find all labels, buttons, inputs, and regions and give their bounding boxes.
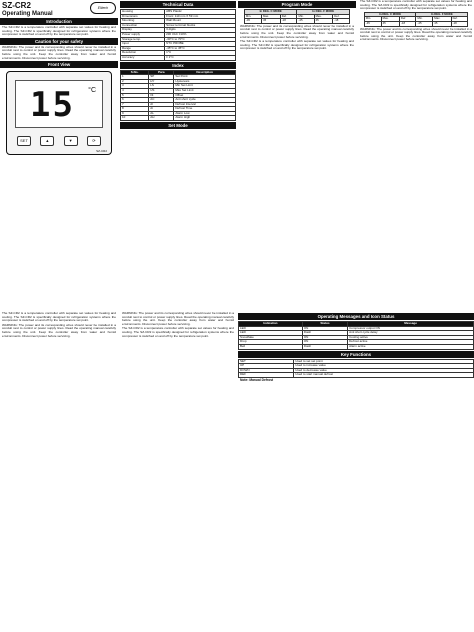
parameter-range-table: [244, 9, 350, 24]
caution-text: WARNING: The power and its corresponding wires should never be installed in a conduit next to control or power supply lines. Read the operating manual carefully before using the unit. Keep the controller away from water and humid environments. Disconnect power before servicing.: [2, 44, 116, 60]
column-3: [238, 0, 356, 310]
table-row: 7 dI Defrost Interval: [121, 102, 236, 107]
display-screen: [15, 80, 103, 128]
table-row: Bell Flash Alarm active: [239, 344, 474, 349]
table-row: Min. Max. Def. Min. Max. Def.: [364, 17, 467, 22]
table-header-row: In DEG. C MODE In DEG. F MODE: [244, 10, 349, 15]
table-row: 10 AH Alarm High: [121, 116, 236, 121]
display-unit: °C: [88, 87, 96, 95]
keypad: [17, 136, 101, 146]
table-row: DOWN Used to decrease value: [239, 368, 474, 373]
bottom-text-2: WARNING: The power and its corresponding wires should never be installed in a conduit next to control or power supply lines. Read the operating manual carefully before using the unit. Keep the controller away from water and humid environments. Disconnect power before servicing.: [2, 322, 116, 338]
table-row: Drop ON Defrost active: [239, 340, 474, 345]
brand-logo: Elitech: [90, 2, 116, 14]
table-row: 9 AL Alarm Low: [121, 111, 236, 116]
operating-messages-table: [238, 321, 474, 350]
bottom-column-3: [238, 312, 474, 632]
table-row: 5 Ot Offset: [121, 93, 236, 98]
operating-messages-heading: Operating Messages and Icon Status: [238, 313, 474, 320]
key-functions-heading: Key Functions: [238, 351, 474, 358]
program-mode-heading: Program Mode: [238, 1, 356, 8]
model-title: SZ-CR2: [2, 1, 31, 10]
bottom-column-1: [0, 312, 118, 632]
table-row: Display 3 digits: [121, 28, 236, 33]
table-row: -45 45 -18 -45 45 -18: [244, 19, 349, 24]
key-functions-table: [238, 359, 474, 378]
table-row: Input NTC PROBE: [121, 42, 236, 47]
column-2: [120, 0, 236, 310]
table-row: 1 SP Set Point: [121, 75, 236, 80]
table-row: 3 LS Min Set Limit: [121, 84, 236, 89]
controller-front-view: [6, 71, 112, 155]
bottom-text-4: The SZ-CR2 is a temperature controller with separate set values for heating and cooling. The SZ-CR2 is specifically designed for refrigeration systems where the compressor is switched on and off by the temperature set point.: [122, 326, 234, 338]
technical-data-table: [120, 9, 236, 61]
down-key[interactable]: ▼: [64, 136, 78, 146]
table-header-row: In DEG. C MODE In DEG. F MODE: [364, 12, 467, 17]
table-row: Range -45°C to 45°C: [121, 46, 236, 51]
table-header-row: S.No. Para Description: [121, 70, 236, 75]
table-header-row: Indication Status Message: [239, 322, 474, 327]
table-row: -45 45 -18 -45 45 -18: [364, 21, 467, 26]
table-row: Snowflake ON Cooling active: [239, 335, 474, 340]
column-4: [358, 0, 474, 310]
index-table: [120, 70, 236, 122]
table-row: 2 HY Hysteresis: [121, 79, 236, 84]
front-view-heading: Front View: [0, 61, 118, 68]
table-row: 8 dt Defrost Time: [121, 107, 236, 112]
column-1: [0, 0, 118, 310]
note-text: Note: Manual Defrost: [240, 377, 274, 382]
table-row: LED Flash Anti short cycle delay: [239, 331, 474, 336]
bottom-text-1: The SZ-CR2 is a temperature controller with separate set values for heating and cooling. The SZ-CR2 is specifically designed for refrigeration systems where the compressor is switched on and off by the temperature set point.: [2, 312, 116, 323]
table-row: Power supply 230 VAC ±10%: [121, 32, 236, 37]
table-row: Connection Screw terminal blocks: [121, 23, 236, 28]
table-row: Resolution 1°C: [121, 51, 236, 56]
set-mode-heading: Set Mode: [120, 122, 236, 129]
introduction-heading: Introduction: [0, 18, 118, 25]
up-key[interactable]: ▲: [40, 136, 54, 146]
bottom-text-3: WARNING: The power and its corresponding wires should never be installed in a conduit next to control or power supply lines. Read the operating manual carefully before using the unit. Keep the controller away from water and humid environments. Disconnect power before servicing.: [122, 312, 234, 326]
manual-subtitle: Operating Manual: [2, 11, 53, 17]
bottom-column-2: [120, 312, 236, 632]
program-mode-text: WARNING: The power and its corresponding wires should never be installed in a conduit next to control or power supply lines. Read the operating manual carefully before using the unit. Keep the controller away from water and humid environments. Disconnect power before servicing.: [240, 23, 354, 39]
set-key[interactable]: SET: [17, 136, 31, 146]
table-row: 4 US Max Set Limit: [121, 88, 236, 93]
introduction-text: The SZ-CR2 is a temperature controller with separate set values for heating and cooling. The SZ-CR2 is specifically designed for refrigeration systems where the compressor is switched on and off by the temperature set point.: [2, 25, 116, 37]
table-row: 6 AC Anti short cycle: [121, 98, 236, 103]
table-row: UP Used to increase value: [239, 364, 474, 369]
table-row: Housing ABS Plastic: [121, 10, 236, 15]
index-heading: Index: [120, 62, 236, 69]
display-digits: 15: [30, 85, 75, 126]
table-row: Mounting Wall Mount: [121, 19, 236, 24]
table-row: Dimensions Front: 110 mm X 59 mm: [121, 14, 236, 19]
column-4-text: The SZ-CR2 is a temperature controller with separate set values for heating and cooling. The SZ-CR2 is specifically designed for refrigeration systems where the compressor is switched on and off by the temperature set point.: [360, 0, 472, 11]
parameter-range-table-2: [364, 12, 468, 27]
technical-data-heading: Technical Data: [120, 1, 236, 8]
device-label: SZ-CR2: [96, 149, 107, 154]
table-row: Accuracy ± 1°C: [121, 55, 236, 60]
table-row: LED ON Compressor output ON: [239, 326, 474, 331]
program-mode-text-2: The SZ-CR2 is a temperature controller with separate set values for heating and cooling. The SZ-CR2 is specifically designed for refrigeration systems where the compressor is switched on and off by the temperature set point.: [240, 39, 354, 51]
table-row: Min. Max. Def. Min. Max. Def.: [244, 14, 349, 19]
table-row: Storage temp. -30°C to 70°C: [121, 37, 236, 42]
column-4-text-2: WARNING: The power and its corresponding wires should never be installed in a conduit next to control or power supply lines. Read the operating manual carefully before using the unit. Keep the controller away from water and humid environments. Disconnect power before servicing.: [360, 26, 472, 42]
caution-heading: Caution for your safety: [0, 38, 118, 45]
table-row: SET Used to set set point: [239, 359, 474, 364]
table-row: DEF Used to start manual defrost: [239, 373, 474, 378]
defrost-key[interactable]: ⟳: [87, 136, 101, 146]
